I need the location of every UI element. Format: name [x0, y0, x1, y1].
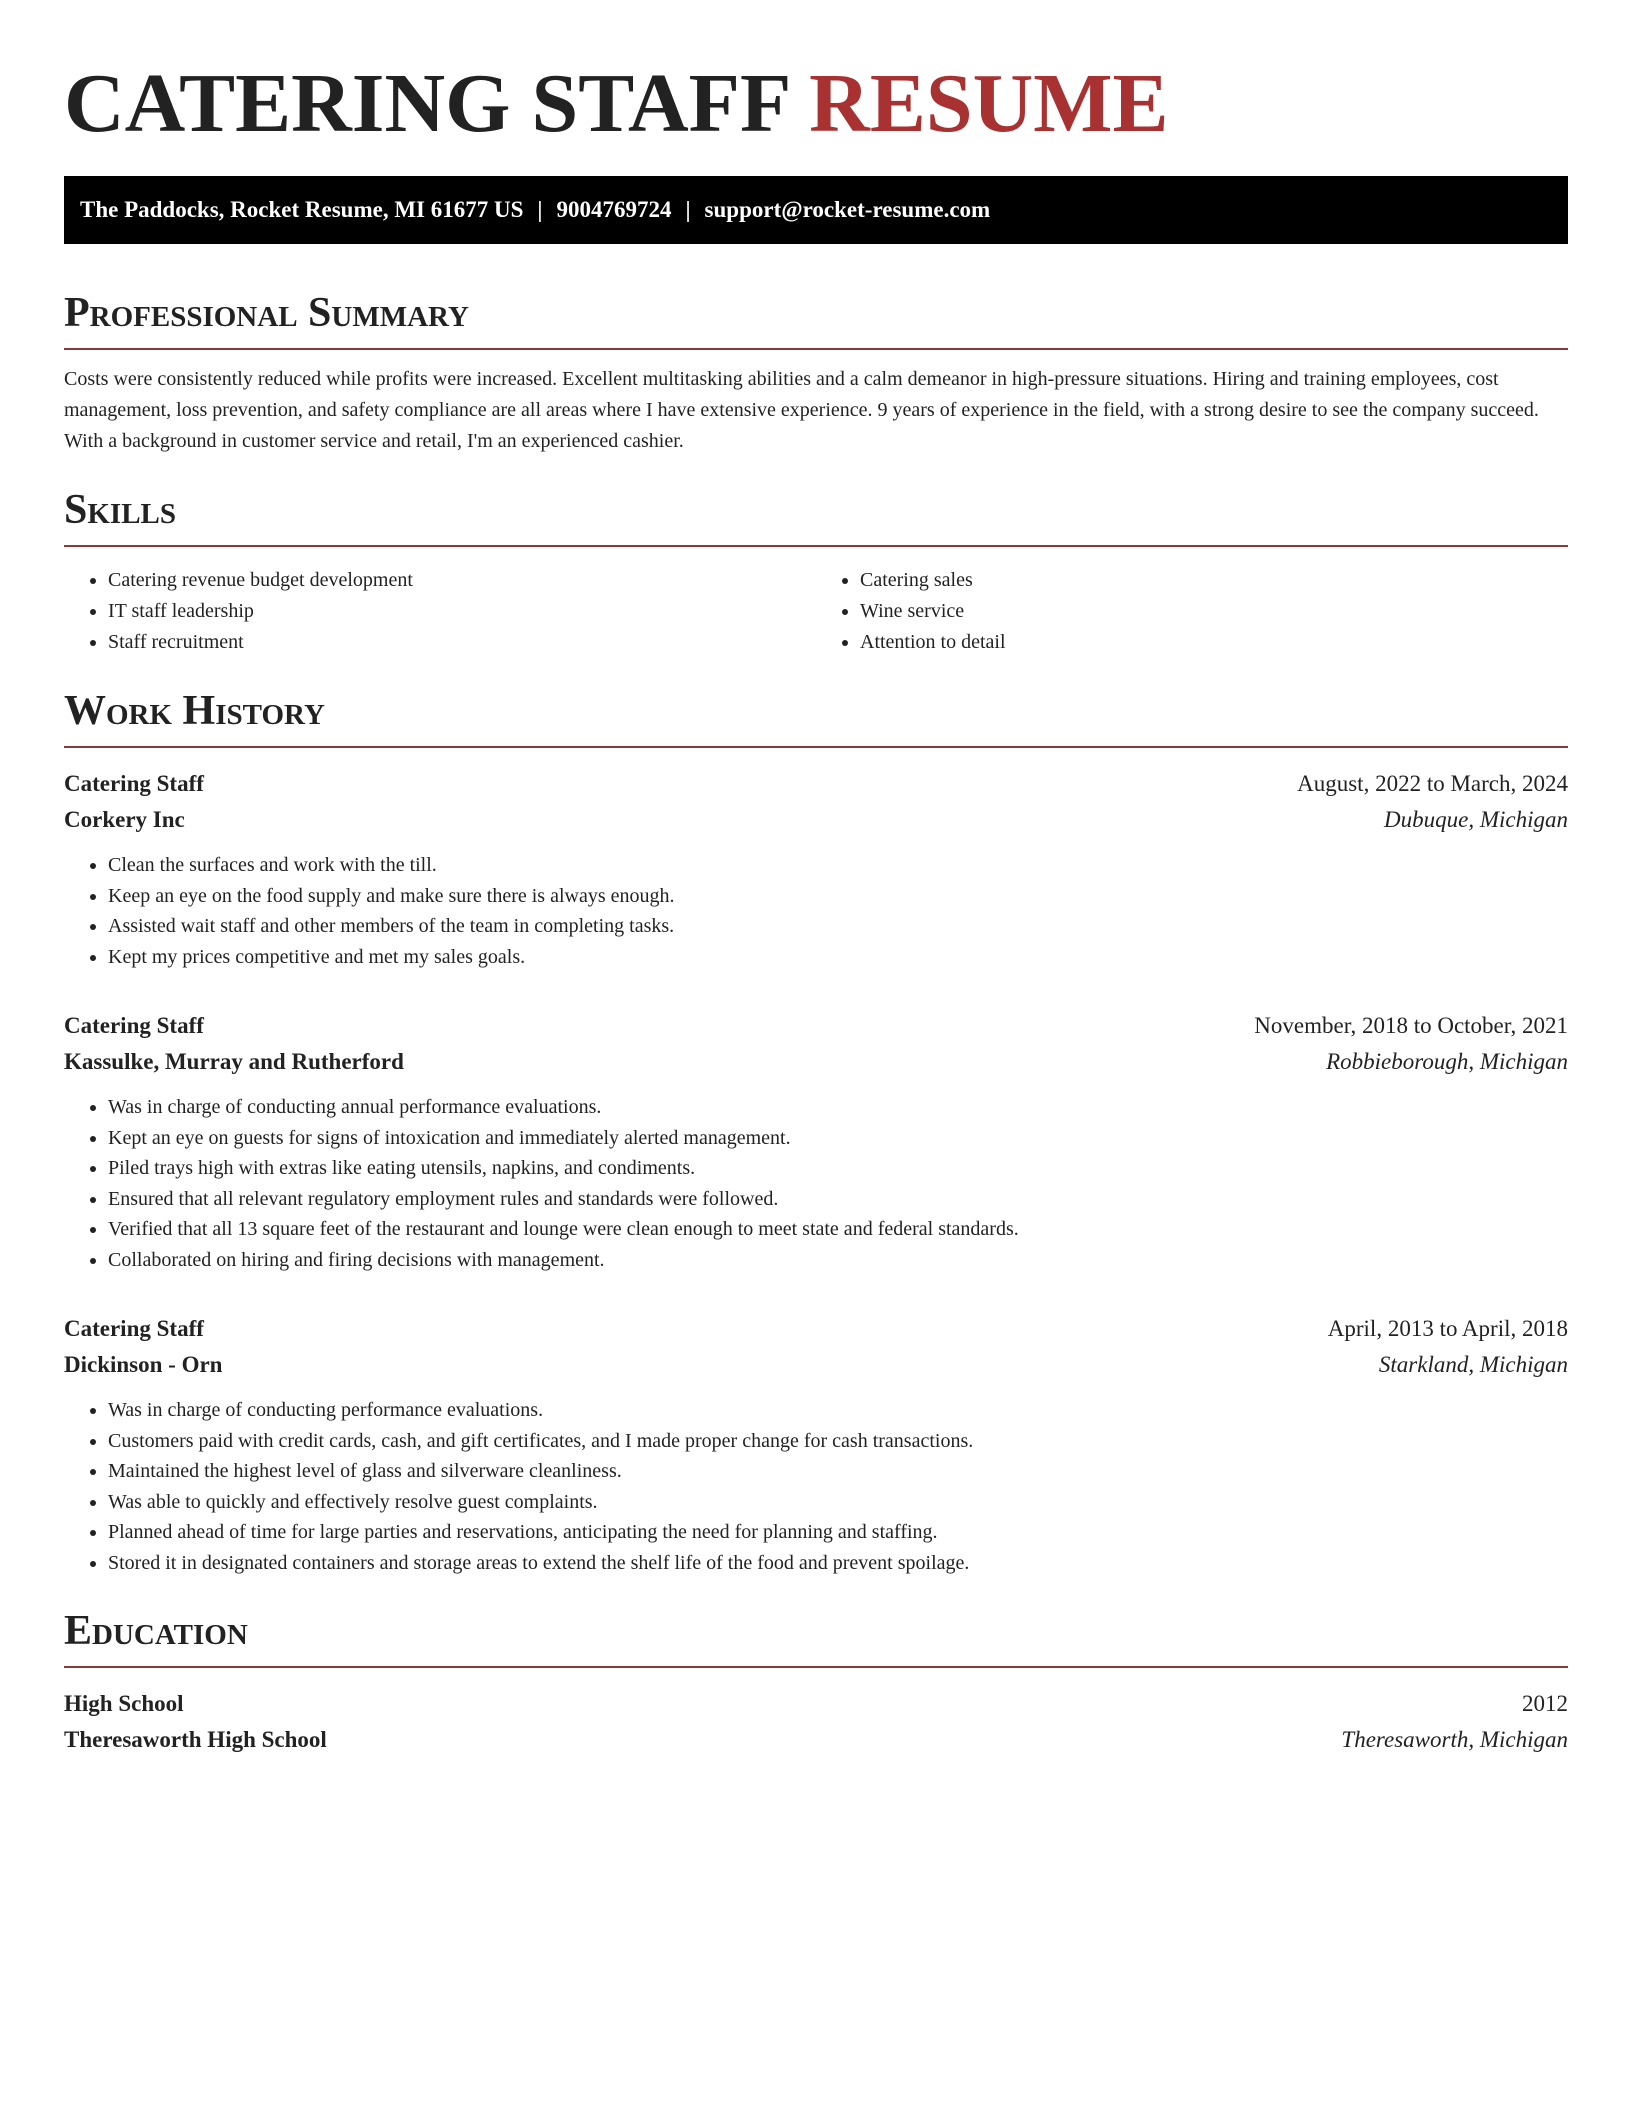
skill-item: • Attention to detail	[860, 627, 1568, 658]
skills-column-right	[816, 565, 1568, 658]
education-entry	[64, 1686, 1568, 1758]
job-header-row	[64, 1311, 1568, 1347]
job-location: Dubuque, Michigan	[1384, 807, 1568, 832]
job-dates: August, 2022 to March, 2024	[1297, 771, 1568, 796]
job-duty: • Collaborated on hiring and firing decisions with management.	[108, 1245, 1568, 1276]
job-duties	[64, 1092, 1568, 1275]
education-year: 2012	[1522, 1691, 1568, 1716]
title-main: CATERING STAFF	[64, 57, 789, 150]
job-duty: • Clean the surfaces and work with the till.	[108, 850, 1568, 881]
job-company: Dickinson - Orn	[64, 1352, 223, 1377]
job-duty: • Was in charge of conducting annual performance evaluations.	[108, 1092, 1568, 1123]
job-company-row	[64, 1044, 1568, 1080]
job-duty: • Ensured that all relevant regulatory employment rules and standards were followed.	[108, 1184, 1568, 1215]
summary-text: Costs were consistently reduced while profits were increased. Excellent multitasking abilities and a calm demeanor in high-pressure situations. Hiring and training employees, cost management, loss prevention, and safety compliance are all areas where I have extensive experience. 9 years of experience in the field, with a strong desire to see the company succeed. With a background in customer service and retail, I'm an experienced cashier.	[64, 368, 1539, 452]
job-entry	[64, 1008, 1568, 1275]
skill-item: • Catering revenue budget development	[108, 565, 816, 596]
job-duty: • Kept an eye on guests for signs of intoxication and immediately alerted management.	[108, 1123, 1568, 1154]
job-company-row	[64, 802, 1568, 838]
job-title: Catering Staff	[64, 1013, 204, 1038]
education-school-row	[64, 1722, 1568, 1758]
title-accent: RESUME	[809, 57, 1169, 150]
skill-item: • Staff recruitment	[108, 627, 816, 658]
job-duty: • Stored it in designated containers and storage areas to extend the shelf life of the food and prevent spoilage.	[108, 1548, 1568, 1579]
skill-item: • Wine service	[860, 596, 1568, 627]
job-duty: • Assisted wait staff and other members of the team in completing tasks.	[108, 911, 1568, 942]
job-company: Corkery Inc	[64, 807, 185, 832]
skills-column-left	[64, 565, 816, 658]
job-duties	[64, 1395, 1568, 1578]
contact-bar	[64, 176, 1568, 244]
skill-item: • IT staff leadership	[108, 596, 816, 627]
job-company: Kassulke, Murray and Rutherford	[64, 1049, 404, 1074]
education-school: Theresaworth High School	[64, 1727, 327, 1752]
contact-separator: |	[685, 197, 691, 222]
job-duty: • Piled trays high with extras like eating utensils, napkins, and condiments.	[108, 1153, 1568, 1184]
job-duty: • Kept my prices competitive and met my sales goals.	[108, 942, 1568, 973]
education-degree-row	[64, 1686, 1568, 1722]
skills-list	[64, 565, 1568, 658]
job-duty: • Customers paid with credit cards, cash, and gift certificates, and I made proper change for cash transactions.	[108, 1426, 1568, 1457]
job-duties	[64, 850, 1568, 972]
job-header-row	[64, 766, 1568, 802]
job-dates: April, 2013 to April, 2018	[1327, 1316, 1568, 1341]
resume-title	[64, 0, 1568, 152]
contact-email: support@rocket-resume.com	[704, 197, 991, 222]
job-dates: November, 2018 to October, 2021	[1254, 1013, 1568, 1038]
summary-heading: Professional Summary	[64, 286, 1568, 350]
job-location: Starkland, Michigan	[1378, 1352, 1568, 1377]
education-location: Theresaworth, Michigan	[1341, 1727, 1568, 1752]
job-duty: • Keep an eye on the food supply and make sure there is always enough.	[108, 881, 1568, 912]
job-duty: • Planned ahead of time for large parties and reservations, anticipating the need for planning and staffing.	[108, 1517, 1568, 1548]
job-company-row	[64, 1347, 1568, 1383]
resume-page	[64, 0, 1568, 1758]
job-title: Catering Staff	[64, 1316, 204, 1341]
contact-separator: |	[537, 197, 543, 222]
skill-item: • Catering sales	[860, 565, 1568, 596]
job-location: Robbieborough, Michigan	[1326, 1049, 1568, 1074]
skills-heading: Skills	[64, 483, 1568, 547]
job-entry	[64, 766, 1568, 972]
job-entry	[64, 1311, 1568, 1578]
education-degree: High School	[64, 1691, 184, 1716]
job-duty: • Was in charge of conducting performance evaluations.	[108, 1395, 1568, 1426]
work-history-heading: Work History	[64, 684, 1568, 748]
job-title: Catering Staff	[64, 771, 204, 796]
job-header-row	[64, 1008, 1568, 1044]
education-heading: Education	[64, 1604, 1568, 1668]
contact-address: The Paddocks, Rocket Resume, MI 61677 US	[80, 197, 524, 222]
job-duty: • Was able to quickly and effectively resolve guest complaints.	[108, 1487, 1568, 1518]
job-duty: • Verified that all 13 square feet of the restaurant and lounge were clean enough to meet state and federal standards.	[108, 1214, 1568, 1245]
contact-phone: 9004769724	[556, 197, 672, 222]
job-duty: • Maintained the highest level of glass and silverware cleanliness.	[108, 1456, 1568, 1487]
